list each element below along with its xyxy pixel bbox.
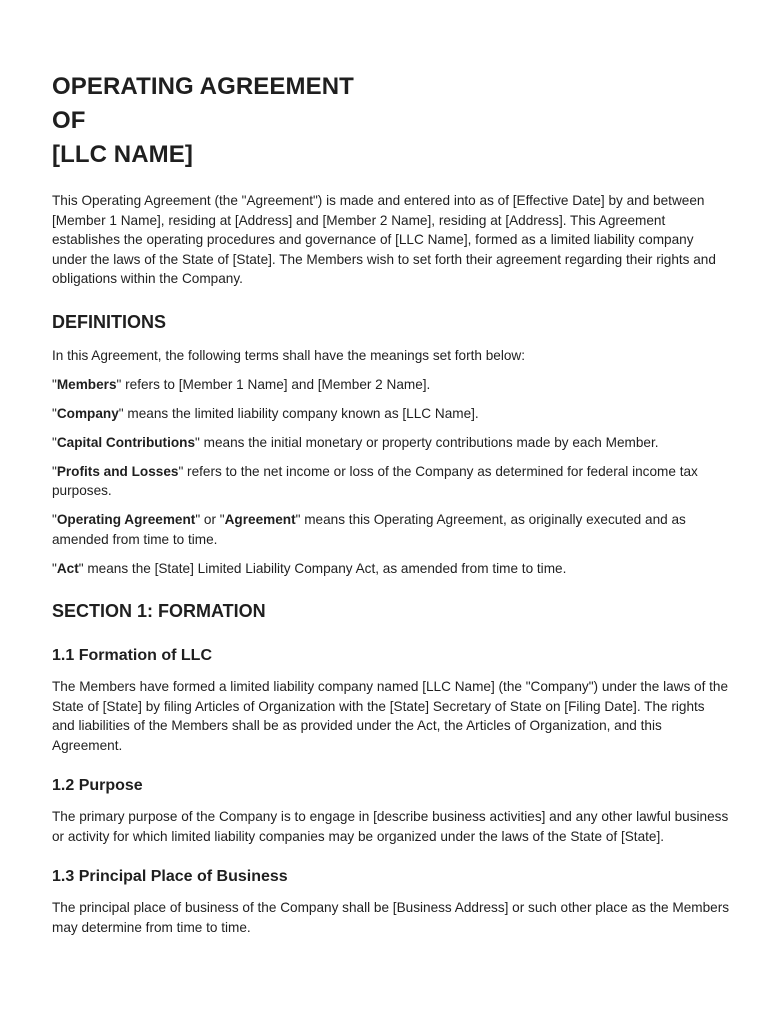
definition-capital-contributions: "Capital Contributions" means the initial monetary or property contributions made by each Member.	[52, 434, 659, 450]
definition-members: "Members" refers to [Member 1 Name] and [Member 2 Name].	[52, 376, 431, 392]
title-line-2: OF	[52, 107, 86, 134]
section-1-1-heading: 1.1 Formation of LLC	[52, 647, 212, 664]
title-line-1: OPERATING AGREEMENT	[52, 73, 354, 100]
definitions-heading: DEFINITIONS	[52, 311, 167, 332]
section-1-3-heading: 1.3 Principal Place of Business	[52, 868, 288, 885]
definition-profits-losses: "Profits and Losses" refers to the net income or loss of the Company as determined for federal income tax purposes.	[52, 463, 698, 498]
definition-term: Capital Contributions	[56, 434, 196, 450]
definition-term: Company	[56, 405, 119, 421]
definition-company: "Company" means the limited liability company known as [LLC Name].	[52, 405, 479, 421]
definition-text: refers to [Member 1 Name] and [Member 2 Name].	[121, 376, 431, 392]
intro-paragraph: This Operating Agreement (the "Agreement") is made and entered into as of [Effective Date] by and between [Member 1 Name], residing at [Address] and [Member 2 Name], residing at [Address]. This Agreement establishes the operating procedures and governance of [LLC Name], formed as a limited liability company under the laws of the State of [State]. The Members wish to set forth their agreement regarding their rights and obligations within the Company.	[52, 193, 716, 286]
definition-term: Operating Agreement	[56, 512, 196, 527]
definition-term: Act	[56, 560, 79, 576]
section-1-2-text: The primary purpose of the Company is to engage in [describe business activities] and any other lawful business or activity for which limited liability companies may be organized under the laws of the State of [State].	[52, 809, 729, 844]
definition-text: means the initial monetary or property contributions made by each Member.	[199, 434, 659, 450]
section-1-3-text: The principal place of business of the Company shall be [Business Address] or such other place as the Members may determine from time to time.	[52, 900, 730, 935]
definition-text: means this Operating Agreement, as originally executed and as amended from time to time.	[52, 512, 686, 547]
definition-act: "Act" means the [State] Limited Liability Company Act, as amended from time to time.	[52, 560, 567, 576]
definition-term: Members	[56, 376, 117, 392]
section-1-1-text: The Members have formed a limited liability company named [LLC Name] (the "Company") under the laws of the State of [State] by filing Articles of Organization with the [State] Secretary of State on [Filing Date]. The rights and liabilities of the Members shall be as provided under the Act, the Articles of Organization, and this Agreement.	[52, 679, 729, 753]
section-1-heading: SECTION 1: FORMATION	[52, 601, 266, 621]
document-title	[52, 70, 730, 172]
section-1-2-heading: 1.2 Purpose	[52, 777, 143, 794]
definition-text: means the [State] Limited Liability Company Act, as amended from time to time.	[83, 560, 567, 576]
definition-text: means the limited liability company known as [LLC Name].	[123, 405, 479, 421]
definitions-lead: In this Agreement, the following terms shall have the meanings set forth below:	[52, 347, 526, 363]
definition-text: refers to the net income or loss of the Company as determined for federal income tax purposes.	[52, 463, 698, 498]
definition-connector: or	[200, 512, 220, 527]
definition-term: Profits and Losses	[56, 463, 179, 479]
definition-operating-agreement: "Operating Agreement" or "Agreement" means this Operating Agreement, as originally executed and as amended from time to time.	[52, 512, 686, 547]
title-line-3: [LLC NAME]	[52, 141, 193, 168]
definition-term: Agreement	[224, 512, 296, 527]
